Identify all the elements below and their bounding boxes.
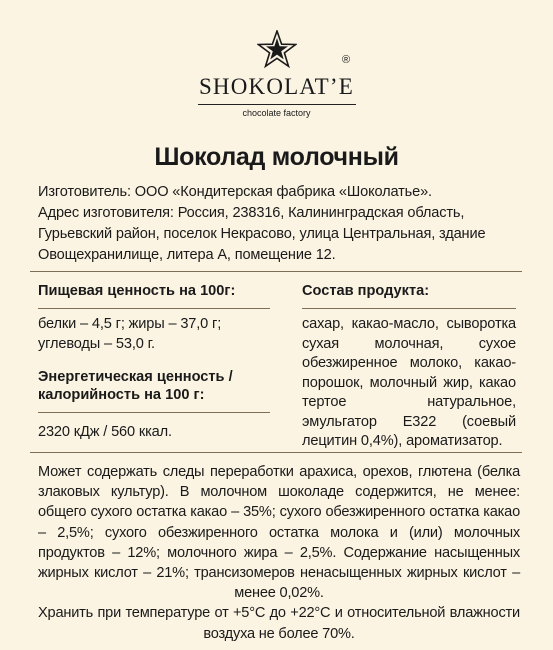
composition-heading: Состав продукта: bbox=[302, 283, 430, 299]
notes-section bbox=[38, 462, 520, 644]
brand-name: SHOKOLAT’E bbox=[198, 74, 355, 99]
manufacturer-address: Адрес изготовителя: Россия, 238316, Калининградская область, Гурьевский район, поселок Некрасово, улица Центральная, здание Овощехранилище, литера А, помещение 12. bbox=[38, 205, 486, 263]
nutrition-heading: Пищевая ценность на 100г: bbox=[38, 283, 236, 299]
manufacturer-info bbox=[38, 182, 520, 266]
storage-note: Хранить при температуре от +5°С до +22°С и относительной влажности воздуха не более 70%. bbox=[38, 605, 520, 642]
composition-divider bbox=[302, 308, 516, 309]
brand-underline bbox=[198, 104, 356, 105]
allergen-note: Может содержать следы переработки арахиса, орехов, глютена (белка злаковых культур). В молочном шоколаде содержится, не менее: общего сухого остатка какао – 35%; сухого обезжиренного остатка какао – 2,5%; сухого обезжиренного остатка молока и (или) молочных продуктов – 12%; молочного жира – 2,5%. Содержание насыщенных жирных кислот – 21%; трансизомеров ненасыщенных жирных кислот – менее 0,02%. bbox=[38, 464, 520, 602]
divider-bottom bbox=[30, 452, 522, 453]
registered-mark: ® bbox=[342, 54, 351, 66]
composition-section bbox=[302, 282, 516, 449]
star-icon bbox=[257, 30, 297, 70]
nutrition-divider bbox=[38, 308, 270, 309]
energy-divider bbox=[38, 412, 270, 413]
manufacturer-name: Изготовитель: ООО «Кондитерская фабрика «Шоколатье». bbox=[38, 184, 432, 200]
brand-logo bbox=[0, 30, 553, 119]
composition-text: сахар, какао-масло, сыворотка сухая молочная, сухое обезжиренное молоко, какао-порошок, молочный жир, какао тертое натуральное, эмульгатор Е322 (соевый лецитин 0,4%), ароматизатор. bbox=[302, 316, 516, 449]
divider-top bbox=[30, 271, 522, 272]
nutrition-section bbox=[38, 282, 270, 440]
energy-value: 2320 кДж / 560 ккал. bbox=[38, 424, 172, 440]
brand-tagline: chocolate factory bbox=[242, 108, 311, 118]
product-title: Шоколад молочный bbox=[154, 143, 399, 171]
nutrition-values: белки – 4,5 г; жиры – 37,0 г; углеводы – 53,0 г. bbox=[38, 316, 222, 352]
energy-heading: Энергетическая ценность / калорийность на 100 г: bbox=[38, 369, 233, 403]
